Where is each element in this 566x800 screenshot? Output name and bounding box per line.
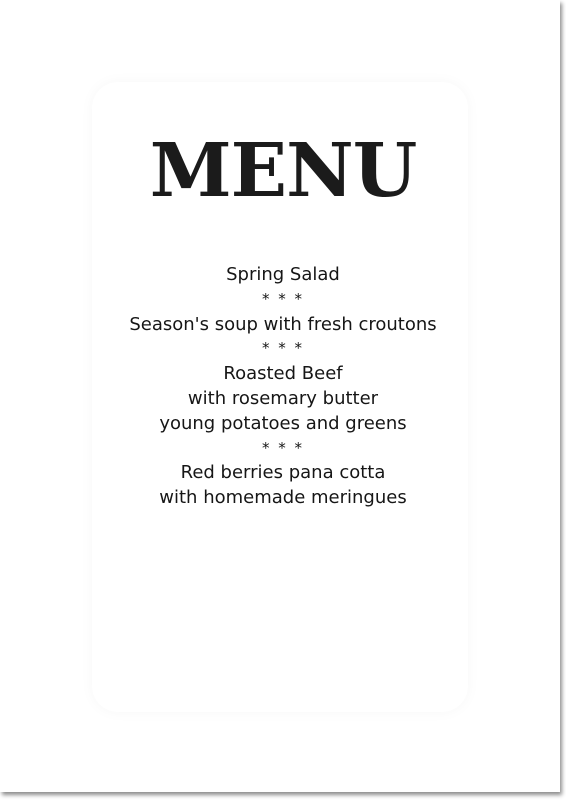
menu-title: MENU — [149, 128, 417, 214]
course-4-line-2: with homemade meringues — [159, 487, 407, 509]
separator-3: * * * — [261, 438, 305, 457]
course-1-line-1: Spring Salad — [226, 264, 340, 285]
course-3-line-1: Roasted Beef — [223, 363, 343, 385]
course-4-line-1: Red berries pana cotta — [180, 462, 386, 484]
course-3-line-3: young potatoes and greens — [159, 412, 407, 434]
separator-1: * * * — [261, 289, 305, 308]
separator-2: * * * — [261, 339, 305, 358]
course-3-line-2: with rosemary butter — [187, 387, 379, 409]
menu-items — [0, 263, 566, 511]
course-2-line-1: Season's soup with fresh croutons — [129, 313, 437, 335]
